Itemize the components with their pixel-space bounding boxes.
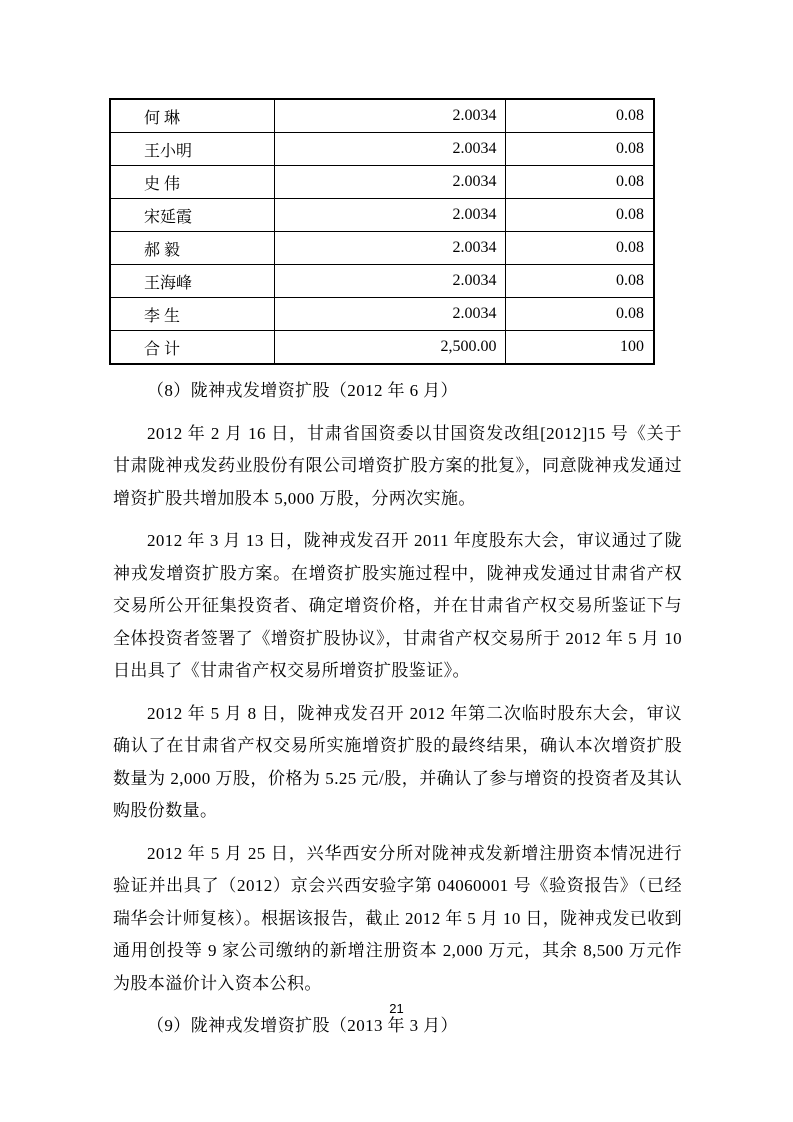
shareholder-amount: 2.0034 <box>275 166 506 199</box>
shareholder-ratio: 100 <box>506 331 654 365</box>
shareholder-amount: 2.0034 <box>275 99 506 133</box>
table-row <box>110 232 654 265</box>
shareholder-ratio: 0.08 <box>506 166 654 199</box>
shareholder-ratio: 0.08 <box>506 199 654 232</box>
shareholder-name: 宋延霞 <box>110 199 275 232</box>
paragraph-3: 2012 年 5 月 8 日，陇神戎发召开 2012 年第二次临时股东大会，审议确认了在甘肃省产权交易所实施增资扩股的最终结果，确认本次增资扩股数量为 2,000 万股，价格为 5.25 元/股，并确认了参与增资的投资者及其认购股份数量。 <box>113 703 682 820</box>
shareholder-name: 史 伟 <box>110 166 275 199</box>
table-row <box>110 99 654 133</box>
page-number: 21 <box>389 1001 404 1016</box>
shareholder-amount: 2.0034 <box>275 232 506 265</box>
shareholder-amount: 2.0034 <box>275 298 506 331</box>
table-row <box>110 166 654 199</box>
paragraph-4: 2012 年 5 月 25 日，兴华西安分所对陇神戎发新增注册资本情况进行验证并出具了（2012）京会兴西安验字第 04060001 号《验资报告》（已经瑞华会计师复核）。根据该报告，截止 2012 年 5 月 10 日，陇神戎发已收到通用创投等 9 家公司缴纳的新增注册资本 2,000 万元，其余 8,500 万元作为股本溢价计入资本公积。 <box>113 843 682 993</box>
table-row-total <box>110 331 654 365</box>
shareholder-amount: 2.0034 <box>275 199 506 232</box>
table-row <box>110 199 654 232</box>
shareholder-name: 王海峰 <box>110 265 275 298</box>
shareholder-amount: 2.0034 <box>275 133 506 166</box>
table-row <box>110 298 654 331</box>
table-row <box>110 265 654 298</box>
shareholder-ratio: 0.08 <box>506 232 654 265</box>
shareholder-amount: 2,500.00 <box>275 331 506 365</box>
shareholder-ratio: 0.08 <box>506 265 654 298</box>
shareholder-name: 王小明 <box>110 133 275 166</box>
shareholder-amount: 2.0034 <box>275 265 506 298</box>
section-heading-8: （8）陇神戎发增资扩股（2012 年 6 月） <box>147 381 458 400</box>
shareholder-ratio: 0.08 <box>506 133 654 166</box>
shareholder-table <box>109 98 655 365</box>
shareholder-name: 郝 毅 <box>110 232 275 265</box>
shareholder-name: 何 琳 <box>110 99 275 133</box>
section-heading-9: （9）陇神戎发增资扩股（2013 年 3 月） <box>147 1016 458 1035</box>
shareholder-ratio: 0.08 <box>506 298 654 331</box>
paragraph-1: 2012 年 2 月 16 日，甘肃省国资委以甘国资发改组[2012]15 号《关于甘肃陇神戎发药业股份有限公司增资扩股方案的批复》，同意陇神戎发通过增资扩股共增加股本 5,000 万股，分两次实施。 <box>113 423 682 508</box>
shareholder-ratio: 0.08 <box>506 99 654 133</box>
shareholder-name: 李 生 <box>110 298 275 331</box>
table-row <box>110 133 654 166</box>
shareholder-name: 合 计 <box>110 331 275 365</box>
paragraph-2: 2012 年 3 月 13 日，陇神戎发召开 2011 年度股东大会，审议通过了陇神戎发增资扩股方案。在增资扩股实施过程中，陇神戎发通过甘肃省产权交易所公开征集投资者、确定增资价格，并在甘肃省产权交易所鉴证下与全体投资者签署了《增资扩股协议》，甘肃省产权交易所于 2012 年 5 月 10 日出具了《甘肃省产权交易所增资扩股鉴证》。 <box>113 531 682 680</box>
